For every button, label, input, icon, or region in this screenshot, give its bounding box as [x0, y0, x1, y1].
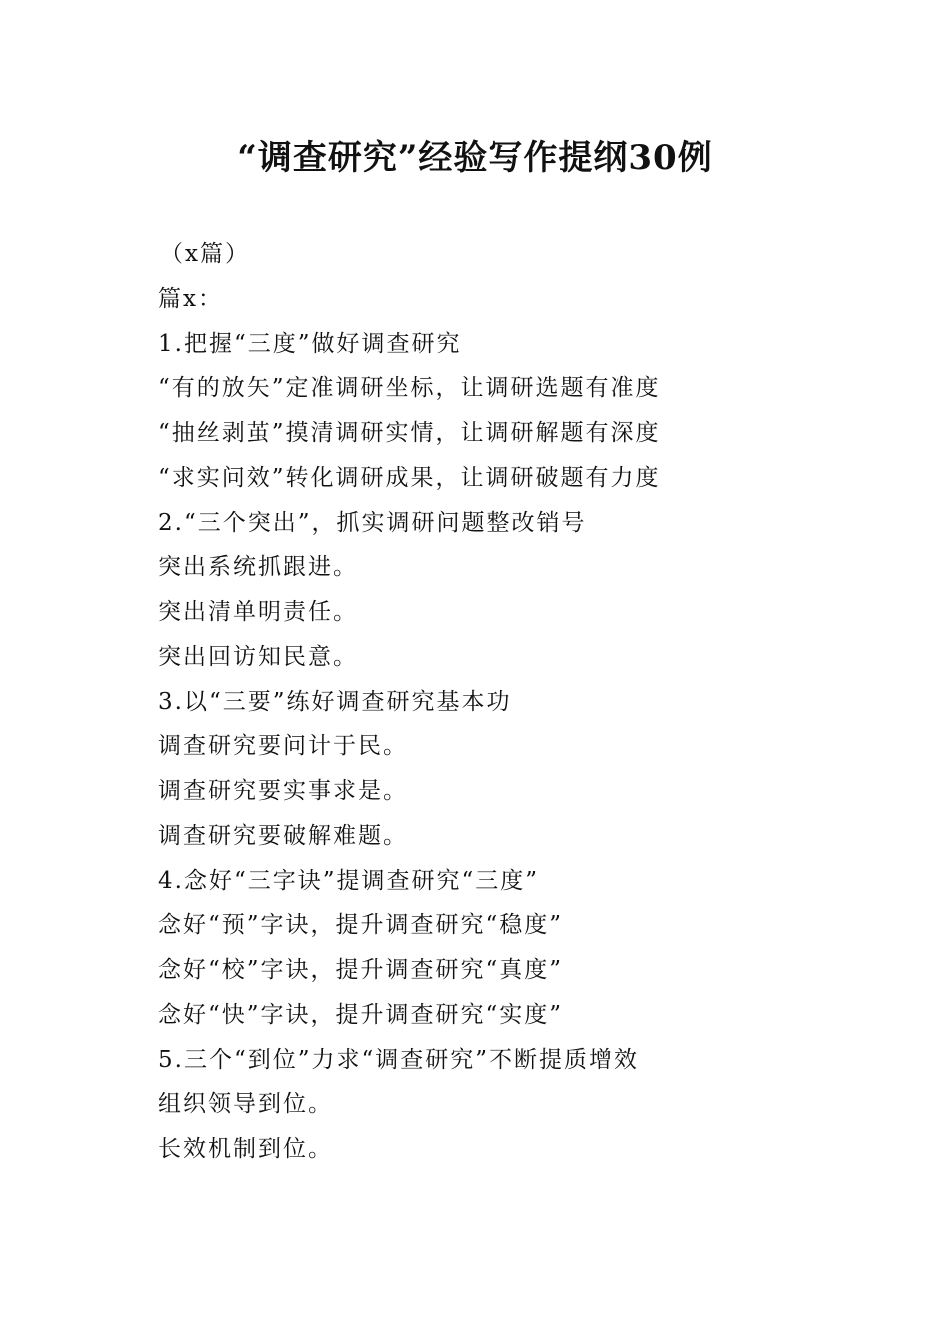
outline-heading-1: 1.把握“三度”做好调查研究	[158, 330, 462, 357]
outline-point: “求实问效”转化调研成果，让调研破题有力度	[158, 464, 661, 491]
outline-heading-2: 2.“三个突出”，抓实调研问题整改销号	[158, 509, 587, 536]
body-line-section-label: 篇x：	[158, 285, 223, 312]
outline-point: 突出系统抓跟进。	[158, 554, 358, 581]
outline-point: 调查研究要问计于民。	[158, 733, 408, 760]
document-title: “调查研究”经验写作提纲30例	[237, 138, 713, 178]
outline-point: “抽丝剥茧”摸清调研实情，让调研解题有深度	[158, 420, 661, 446]
outline-point: 念好“校”字诀，提升调查研究“真度”	[158, 957, 564, 983]
outline-point: “有的放矢”定准调研坐标，让调研选题有准度	[158, 375, 661, 402]
outline-heading-5: 5.三个“到位”力求“调查研究”不断提质增效	[158, 1046, 639, 1073]
outline-point: 调查研究要破解难题。	[158, 822, 408, 849]
outline-point: 调查研究要实事求是。	[158, 778, 408, 804]
outline-point: 组织领导到位。	[158, 1091, 333, 1118]
outline-point: 念好“预”字诀，提升调查研究“稳度”	[158, 912, 564, 939]
outline-point: 突出回访知民意。	[158, 643, 358, 670]
body-line-count: （x篇）	[160, 241, 250, 267]
outline-heading-3: 3.以“三要”练好调查研究基本功	[158, 688, 512, 715]
outline-point: 长效机制到位。	[158, 1136, 333, 1162]
outline-heading-4: 4.念好“三字诀”提调查研究“三度”	[158, 867, 539, 894]
outline-point: 念好“快”字诀，提升调查研究“实度”	[158, 1001, 564, 1028]
outline-point: 突出清单明责任。	[158, 599, 358, 625]
document-body	[158, 232, 878, 1172]
